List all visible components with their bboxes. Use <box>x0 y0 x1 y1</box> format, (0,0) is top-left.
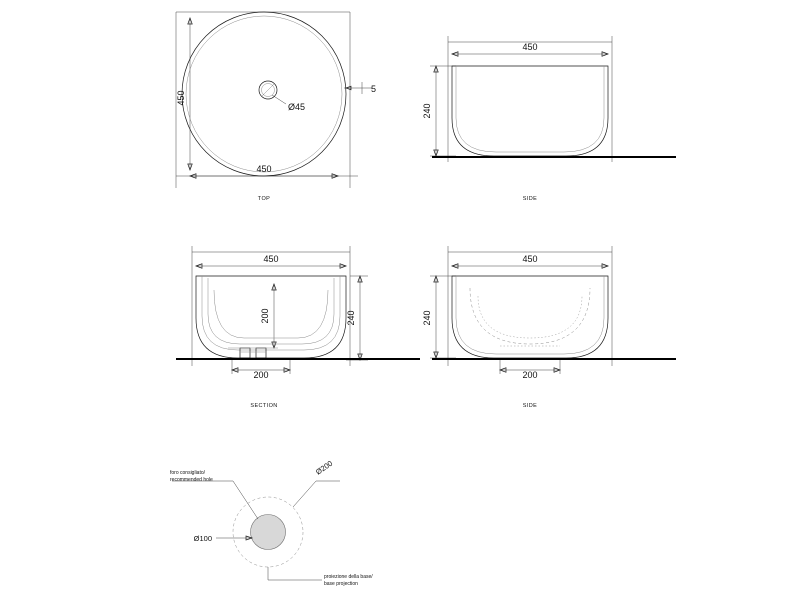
side2-base-label: 200 <box>522 370 538 380</box>
top-view-rim-label: 5 <box>371 84 377 94</box>
section-width-label: 450 <box>263 254 279 264</box>
top-view-diameter-label: 450 <box>176 90 186 106</box>
view-hole-detail <box>172 481 340 580</box>
view-side-top-right <box>430 36 676 162</box>
top-view-caption: TOP <box>257 196 271 202</box>
section-inner-height-label: 200 <box>260 308 270 324</box>
side2-height-label: 240 <box>422 310 432 326</box>
side2-caption: SIDE <box>522 403 538 409</box>
top-view-width-label: 450 <box>256 164 272 174</box>
side1-caption: SIDE <box>522 196 538 202</box>
view-section <box>176 246 420 374</box>
view-side-mid-right <box>430 246 676 374</box>
hole-inner-diameter-label: Ø100 <box>193 534 212 543</box>
base-projection-note-line2: base projection <box>324 581 358 587</box>
side2-width-label: 450 <box>522 254 538 264</box>
section-height-label: 240 <box>346 310 356 326</box>
recommended-hole-note-line1: foro consigliato/ <box>170 470 206 476</box>
side1-height-label: 240 <box>422 103 432 119</box>
side1-width-label: 450 <box>522 42 538 52</box>
section-base-label: 200 <box>253 370 269 380</box>
recommended-hole-note-line2: recommended hole <box>170 477 213 483</box>
section-caption: SECTION <box>250 403 278 409</box>
base-projection-note-line1: proiezione della base/ <box>324 574 373 580</box>
top-view-drain-label: Ø45 <box>288 102 306 112</box>
view-top <box>176 12 372 188</box>
hole-outer-diameter-label: Ø200 <box>313 458 335 477</box>
